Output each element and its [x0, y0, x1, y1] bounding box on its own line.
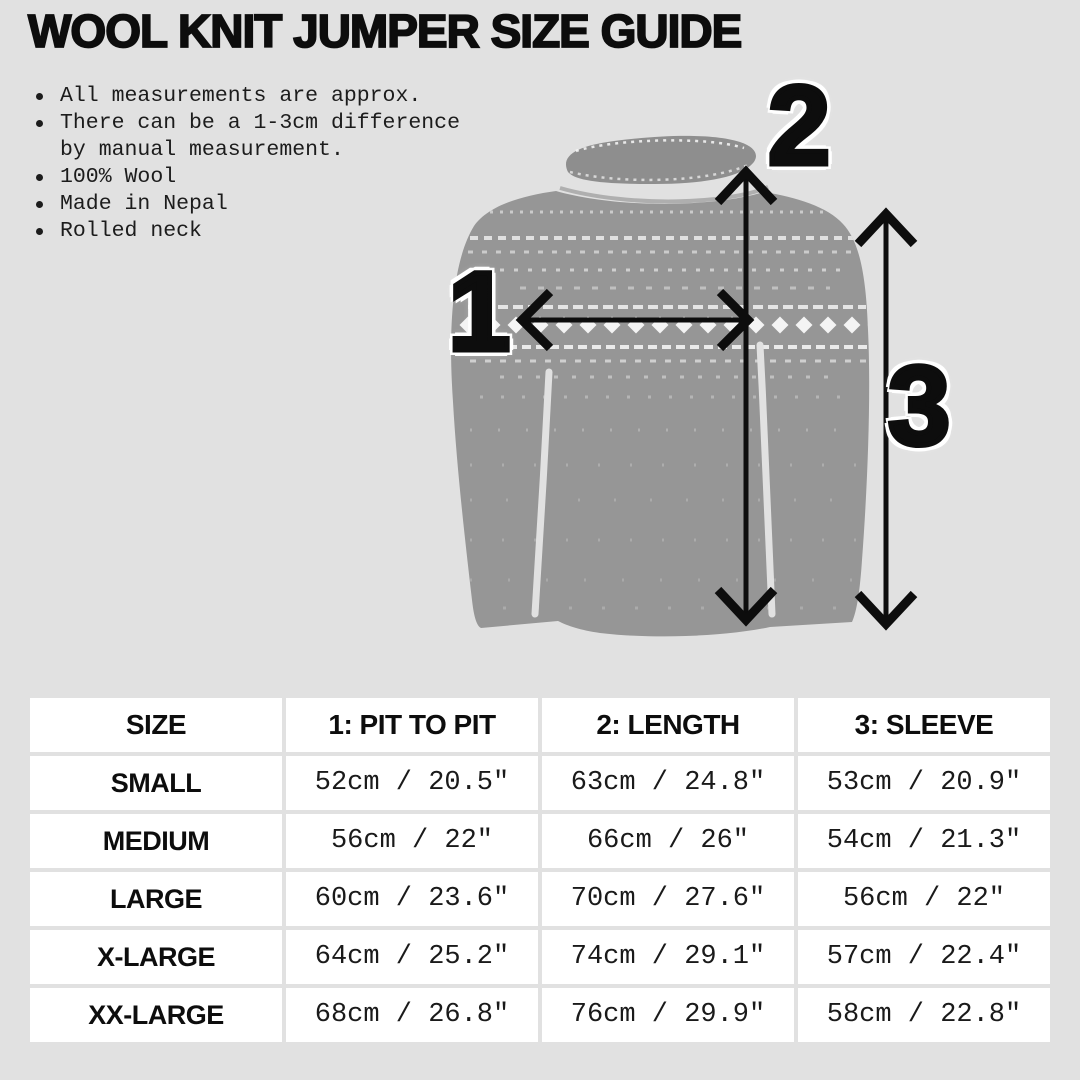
value-cell: 74cm / 29.1": [542, 930, 794, 984]
note-text: All measurements are approx.: [60, 84, 422, 108]
column-header-pit-to-pit: 1: PIT TO PIT: [286, 698, 538, 752]
value-cell: 57cm / 22.4": [798, 930, 1050, 984]
note-text: 100% Wool: [60, 165, 177, 189]
value-cell: 60cm / 23.6": [286, 872, 538, 926]
measure-label-sleeve: 3: [888, 343, 951, 468]
value-cell: 64cm / 25.2": [286, 930, 538, 984]
size-cell: LARGE: [30, 872, 282, 926]
value-cell: 56cm / 22": [286, 814, 538, 868]
column-header-length: 2: LENGTH: [542, 698, 794, 752]
page-title: WOOL KNIT JUMPER SIZE GUIDE: [28, 5, 742, 57]
size-table: [30, 698, 1050, 1042]
measure-label-length: 2: [768, 63, 831, 188]
note-text: There can be a 1-3cm difference: [60, 111, 460, 135]
value-cell: 70cm / 27.6": [542, 872, 794, 926]
column-header-sleeve: 3: SLEEVE: [798, 698, 1050, 752]
size-cell: X-LARGE: [30, 930, 282, 984]
value-cell: 63cm / 24.8": [542, 756, 794, 810]
rolled-neck-collar: [560, 136, 768, 202]
value-cell: 68cm / 26.8": [286, 988, 538, 1042]
note-text: Made in Nepal: [60, 192, 228, 216]
value-cell: 66cm / 26": [542, 814, 794, 868]
note-text: Rolled neck: [60, 219, 202, 243]
value-cell: 56cm / 22": [798, 872, 1050, 926]
size-cell: XX-LARGE: [30, 988, 282, 1042]
size-cell: SMALL: [30, 756, 282, 810]
size-cell: MEDIUM: [30, 814, 282, 868]
measure-label-pit-to-pit: 1: [448, 249, 511, 374]
value-cell: 76cm / 29.9": [542, 988, 794, 1042]
column-header-size: SIZE: [30, 698, 282, 752]
value-cell: 58cm / 22.8": [798, 988, 1050, 1042]
value-cell: 54cm / 21.3": [798, 814, 1050, 868]
value-cell: 53cm / 20.9": [798, 756, 1050, 810]
jumper-body: [451, 191, 869, 636]
note-text: by manual measurement.: [60, 138, 344, 162]
value-cell: 52cm / 20.5": [286, 756, 538, 810]
